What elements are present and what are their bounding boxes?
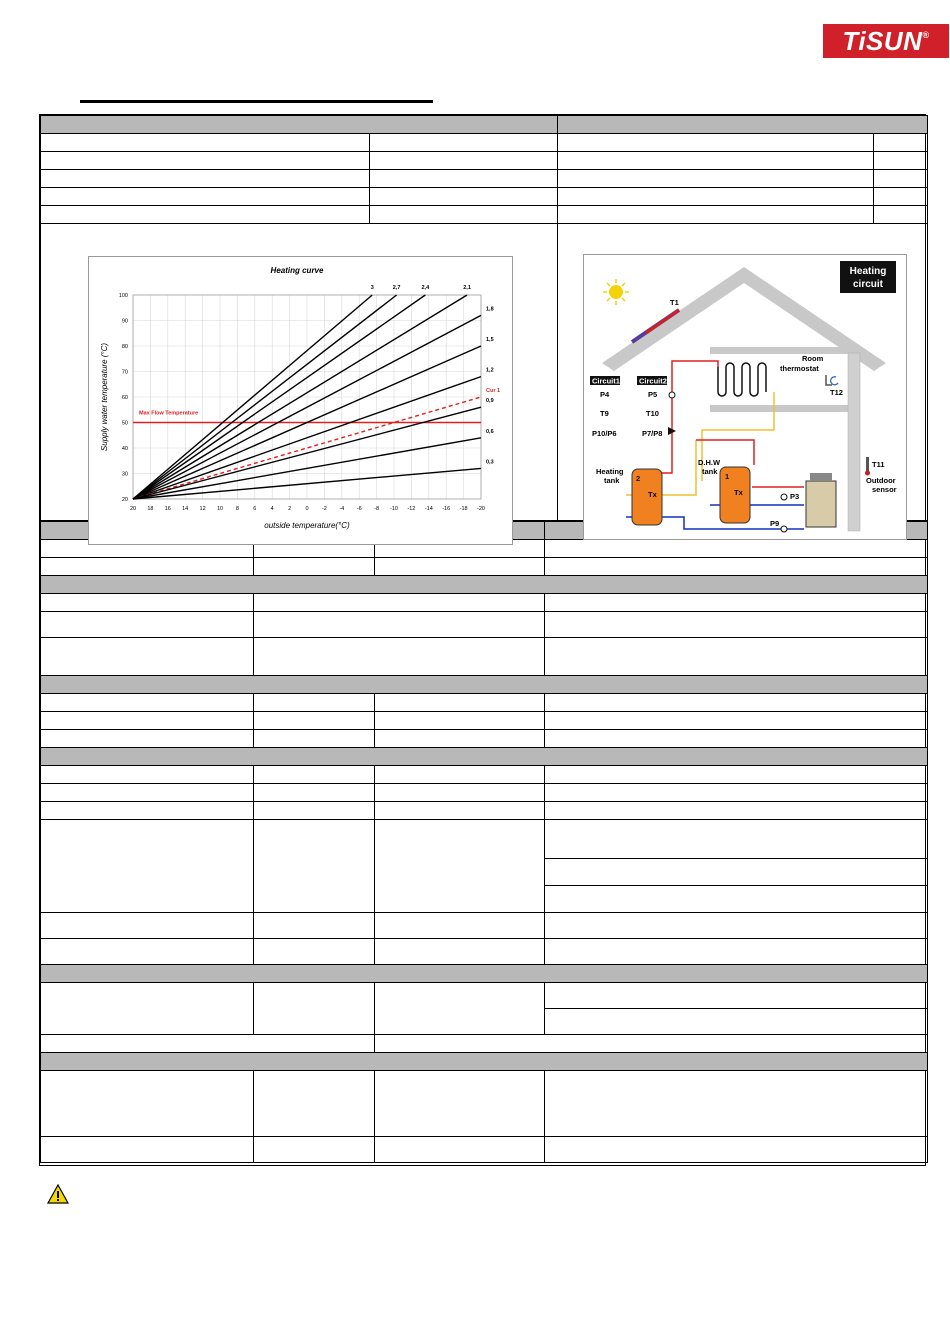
y-tick-label: 100	[118, 293, 128, 299]
series-label: 0,6	[486, 428, 494, 435]
table-row	[41, 1035, 928, 1053]
outdoor-sensor-icon	[866, 457, 869, 471]
x-axis-label: outside temperature(°C)	[264, 521, 350, 530]
x-tick-label: -2	[321, 506, 327, 512]
mid-floor	[710, 405, 856, 412]
table-row	[41, 594, 928, 612]
table-row	[41, 913, 928, 939]
svg-text:P4: P4	[600, 390, 610, 399]
heating-curve-svg	[89, 257, 512, 544]
svg-text:T10: T10	[646, 409, 659, 418]
table-row	[41, 152, 928, 170]
chart-title: Heating curve	[270, 266, 324, 275]
x-tick-label: -18	[459, 506, 468, 512]
series-label: 0,3	[486, 459, 494, 466]
x-tick-label: 20	[129, 506, 137, 512]
svg-text:P10/P6: P10/P6	[592, 429, 617, 438]
y-tick-label: 50	[121, 420, 128, 427]
svg-text:T9: T9	[600, 409, 609, 418]
series-label: Cur 1	[486, 388, 501, 394]
x-tick-label: 16	[164, 506, 171, 512]
series-label: 2,1	[463, 285, 471, 291]
series-label: 1,8	[486, 306, 494, 313]
schematic-title-1: Heating	[849, 266, 887, 277]
parameter-table-bottom	[40, 521, 928, 1163]
table-row	[41, 983, 928, 1009]
svg-text:sensor: sensor	[872, 485, 897, 494]
table-row	[41, 820, 928, 859]
y-tick-label: 80	[121, 344, 128, 350]
x-tick-label: 12	[199, 506, 206, 512]
schematic-svg	[584, 255, 906, 539]
sun-icon	[603, 279, 629, 305]
x-tick-label: 14	[182, 506, 189, 512]
x-tick-label: -4	[339, 506, 345, 512]
table-row	[41, 766, 928, 784]
svg-text:Heating: Heating	[596, 467, 624, 476]
floor-heating-coil	[718, 363, 766, 396]
x-tick-label: -14	[424, 506, 433, 512]
warning-icon	[47, 1184, 69, 1204]
series-label: 1,5	[486, 337, 494, 343]
x-tick-label: 18	[147, 506, 154, 512]
heat-pump-unit	[806, 481, 836, 527]
svg-text:thermostat: thermostat	[780, 364, 819, 373]
table-row	[41, 1071, 928, 1137]
svg-text:T12: T12	[830, 388, 843, 397]
title-underline	[80, 100, 433, 103]
y-tick-label: 60	[121, 395, 128, 401]
svg-text:tank: tank	[604, 476, 620, 485]
series-label: 2,7	[392, 285, 401, 291]
table-row	[41, 170, 928, 188]
y-tick-label: 40	[121, 446, 128, 452]
x-tick-label: 2	[288, 506, 292, 512]
max-flow-label: Max Flow Temperature	[139, 410, 199, 417]
pump-p9-icon	[781, 526, 787, 532]
x-tick-label: -20	[477, 506, 485, 512]
table-row	[41, 939, 928, 965]
table-row	[41, 694, 928, 712]
svg-text:P7/P8: P7/P8	[642, 429, 663, 438]
svg-text:P5: P5	[648, 390, 658, 399]
schematic-title-2: circuit	[852, 279, 884, 290]
table-row	[41, 730, 928, 748]
x-tick-label: 6	[253, 506, 257, 512]
x-tick-label: -12	[407, 506, 416, 512]
svg-text:Tx: Tx	[648, 490, 657, 499]
y-tick-label: 90	[121, 318, 128, 325]
y-tick-label: 70	[121, 369, 128, 376]
outer-wall	[848, 353, 860, 531]
y-tick-label: 20	[121, 497, 128, 503]
svg-text:Tx: Tx	[734, 488, 743, 497]
svg-text:Outdoor: Outdoor	[866, 476, 896, 485]
x-tick-label: -8	[374, 506, 380, 512]
table-header-cell	[558, 116, 928, 134]
pump-p3-icon	[781, 494, 787, 500]
table-row	[41, 188, 928, 206]
brand-logo: TiSUN®	[823, 24, 949, 58]
table-row	[41, 612, 928, 638]
series-label: 1,2	[486, 367, 494, 374]
svg-text:D.H.W: D.H.W	[698, 458, 721, 467]
label-circuit1: Circuit1	[592, 376, 620, 386]
y-tick-label: 30	[121, 471, 128, 478]
table-row	[41, 802, 928, 820]
x-tick-label: -10	[390, 506, 398, 512]
table-row	[41, 1137, 928, 1163]
table-row	[41, 206, 928, 224]
x-tick-label: 10	[216, 506, 224, 512]
table-header-cell	[41, 116, 558, 134]
x-tick-label: 4	[270, 506, 274, 512]
y-axis-label: Supply water temperature (°C)	[100, 342, 109, 452]
svg-text:P9: P9	[770, 519, 780, 528]
series-label: 2,4	[421, 285, 430, 291]
heating-curve-chart	[88, 256, 513, 545]
pump-p5-icon	[669, 392, 675, 398]
series-label: 3	[370, 285, 374, 291]
table-row	[41, 134, 928, 152]
table-row	[41, 638, 928, 676]
svg-text:Room: Room	[802, 354, 824, 363]
x-tick-label: -16	[442, 506, 451, 512]
heating-circuit-schematic	[583, 254, 907, 540]
table-row	[41, 784, 928, 802]
x-tick-label: 0	[305, 506, 309, 512]
x-tick-label: 8	[235, 506, 239, 512]
table-row	[41, 712, 928, 730]
svg-text:tank: tank	[702, 467, 718, 476]
upper-floor	[710, 347, 856, 354]
series-label: 0,9	[486, 398, 494, 405]
svg-text:T11: T11	[872, 460, 885, 469]
label-t1: T1	[670, 298, 679, 307]
table-row	[41, 558, 928, 576]
svg-text:1: 1	[725, 472, 730, 481]
label-circuit2: Circuit2	[639, 376, 667, 386]
x-tick-label: -6	[356, 506, 362, 512]
svg-text:P3: P3	[790, 492, 800, 501]
svg-text:2: 2	[636, 474, 641, 483]
